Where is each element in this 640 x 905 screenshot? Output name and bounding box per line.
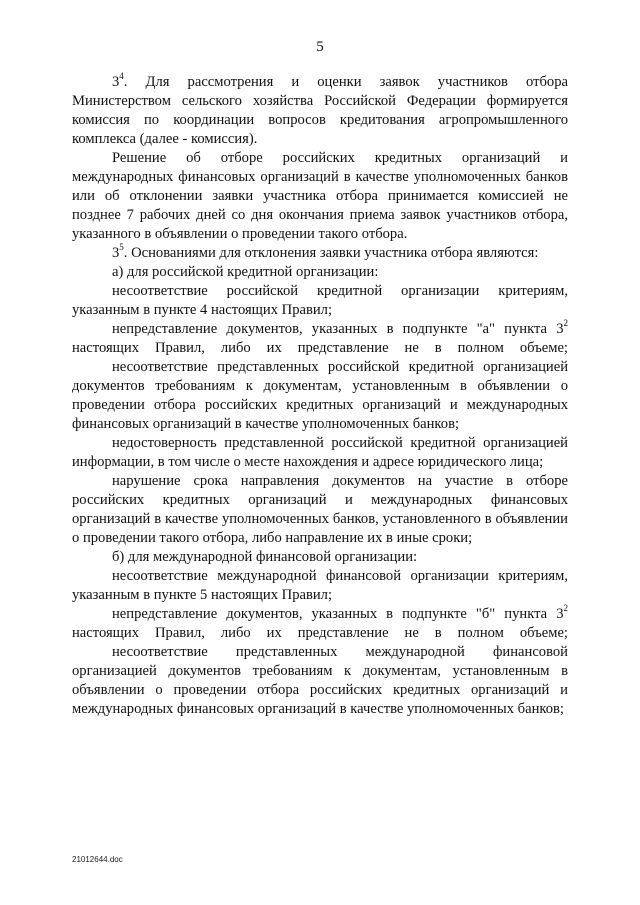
- list-item: [72, 472, 568, 548]
- superscript: 2: [563, 603, 568, 614]
- paragraph-3-5: $3^5$. Основаниями для отклонения заявки участника отбора являются:: [112, 242, 539, 261]
- file-name-footer: 21012644.doc: [72, 855, 123, 864]
- paragraph-text: несоответствие представленных российской кредитной организацией документов требованиям к документам, установленным в объявлении о проведении отбора российских кредитных организаций и международных финансовых организаций в качестве уполномоченных банков;: [72, 359, 568, 432]
- document-body: [72, 73, 568, 719]
- paragraph-text: . Основаниями для отклонения заявки участника отбора являются:: [123, 245, 539, 261]
- list-item: [72, 358, 568, 434]
- paragraph-text: нарушение срока направления документов на участие в отборе российских кредитных организаций и международных финансовых организаций в качестве уполномоченных банков, установленного в объявлении о проведении такого отбора, либо направление их в иные сроки;: [72, 473, 568, 546]
- subheading-b: [72, 548, 568, 567]
- subheading-a: [72, 263, 568, 282]
- list-item: [72, 320, 568, 358]
- paragraph-text: несоответствие российской кредитной организации критериям, указанным в пункте 4 настоящих Правил;: [72, 283, 568, 318]
- list-item: [72, 282, 568, 320]
- list-item: [72, 434, 568, 472]
- paragraph-text: несоответствие представленных международной финансовой организацией документов требованиям к документам, установленным в объявлении о проведении отбора российских кредитных организаций и международных финансовых организаций в качестве уполномоченных банков;: [72, 644, 568, 717]
- paragraph-decision: [72, 149, 568, 244]
- list-item: [72, 567, 568, 605]
- paragraph-text: непредставление документов, указанных в подпункте "б" пункта $3^2$ настоящих Правил, либо их представление не в полном объеме;: [72, 603, 568, 641]
- superscript: 4: [119, 71, 124, 82]
- paragraph-text: . Для рассмотрения и оценки заявок участников отбора Министерством сельского хозяйства Российской Федерации формируется комиссия по координации вопросов кредитования агропромышленного комплекса (далее - комиссия).: [72, 74, 568, 147]
- paragraph-text: непредставление документов, указанных в подпункте "а" пункта $3^2$ настоящих Правил, либо их представление не в полном объеме;: [72, 318, 568, 356]
- paragraph-3-4: $3^4$. Для рассмотрения и оценки заявок участников отбора Министерством сельского хозяйства Российской Федерации формируется комиссия по координации вопросов кредитования агропромышленного комплекса (далее - комиссия).: [72, 71, 568, 147]
- superscript: 5: [119, 242, 124, 253]
- list-item: [72, 605, 568, 643]
- paragraph-text: несоответствие международной финансовой организации критериям, указанным в пункте 5 настоящих Правил;: [72, 568, 568, 603]
- list-item: [72, 643, 568, 719]
- superscript: 2: [563, 318, 568, 329]
- paragraph-text: б) для международной финансовой организации:: [112, 549, 418, 565]
- paragraph-text: недостоверность представленной российской кредитной организацией информации, в том числе о месте нахождения и адресе юридического лица;: [72, 435, 568, 470]
- paragraph-text: Решение об отборе российских кредитных организаций и международных финансовых организаций в качестве уполномоченных банков или об отклонении заявки участника отбора принимается комиссией не позднее 7 рабочих дней со дня окончания приема заявок участников отбора, указанного в объявлении о проведении такого отбора.: [72, 150, 568, 242]
- paragraph-text: а) для российской кредитной организации:: [112, 264, 379, 280]
- page-number: 5: [316, 39, 324, 55]
